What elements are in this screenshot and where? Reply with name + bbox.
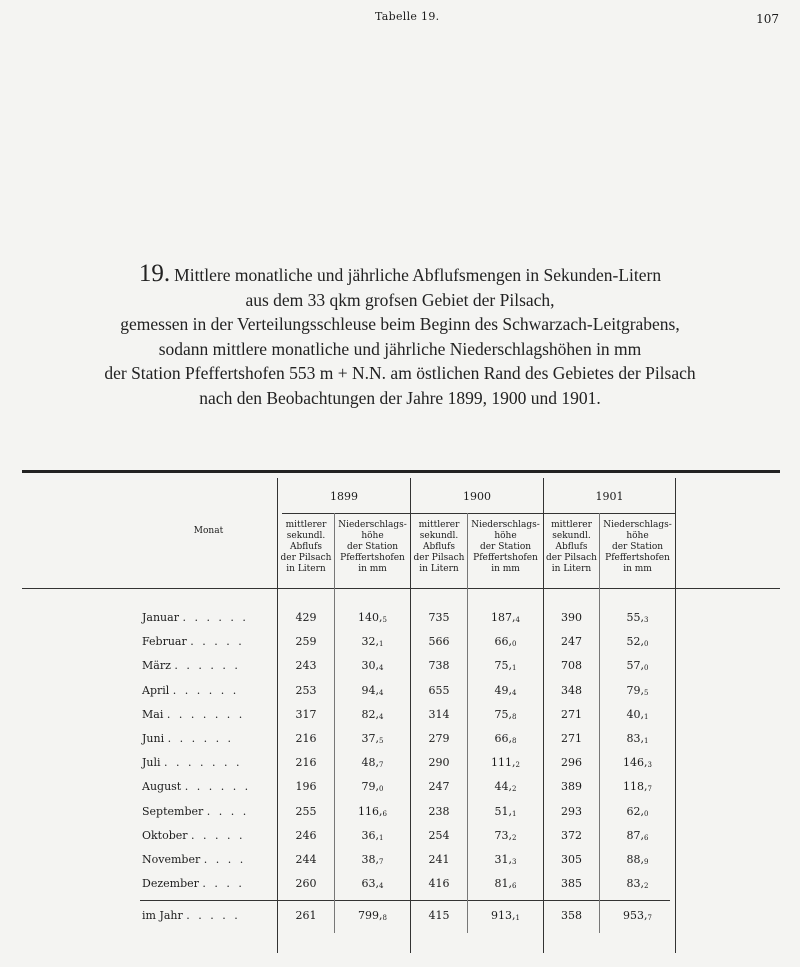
precipitation-value: $48,_7$ <box>361 756 384 770</box>
precipitation-value: $55,_3$ <box>626 611 649 624</box>
discharge-value: 348 <box>561 683 582 697</box>
month-label: im Jahr . . . . . <box>142 909 241 922</box>
precipitation-value: $79,_5$ <box>626 683 649 697</box>
discharge-value: 735 <box>428 611 450 624</box>
precipitation-value: $49,_4$ <box>494 683 517 697</box>
precipitation-value: $111,_2$ <box>491 756 520 770</box>
discharge-value: 261 <box>295 909 317 922</box>
subheader-discharge: mittlerer sekundl. Abflufs der Pilsach in Litern <box>546 520 597 574</box>
caption-number: 19. <box>138 260 171 287</box>
table-row <box>0 611 800 635</box>
discharge-value: 247 <box>428 780 450 794</box>
table-caption <box>20 262 780 410</box>
precipitation-value: $63,_4$ <box>361 877 384 891</box>
discharge-value: 216 <box>295 756 317 770</box>
caption-line-1: 19. Mittlere monatliche und jährliche Abflufsmengen in Sekunden-Litern <box>138 260 662 287</box>
caption-line-3: gemessen in der Verteilungsschleuse beim Beginn des Schwarzach-Leitgrabens, <box>120 314 680 334</box>
caption-line-4: sodann mittlere monatliche und jährliche Niederschlagshöhen in mm <box>158 338 642 359</box>
table-row <box>0 732 800 756</box>
precipitation-value: $37,_5$ <box>361 732 384 745</box>
month-label: Januar . . . . . . <box>142 611 249 624</box>
precipitation-value: $82,_4$ <box>361 707 384 721</box>
discharge-value: 216 <box>295 732 317 745</box>
discharge-value: 243 <box>295 659 317 673</box>
month-label: Juni . . . . . . <box>142 732 234 745</box>
caption-line-5: der Station Pfeffertshofen 553 m + N.N. am östlichen Rand des Gebietes der Pilsach <box>104 363 696 383</box>
discharge-value: 293 <box>561 804 582 818</box>
month-label: April . . . . . . <box>142 683 239 697</box>
precipitation-value: $36,_1$ <box>361 828 384 842</box>
header-bottom-rule <box>22 588 780 589</box>
precipitation-value: $81,_6$ <box>494 877 517 891</box>
total-row <box>0 909 800 933</box>
year-header-1900: 1900 <box>463 490 491 503</box>
precipitation-value: $913,_1$ <box>491 909 520 922</box>
month-label: Dezember . . . . <box>142 877 245 891</box>
precipitation-value: $66,_8$ <box>494 732 517 745</box>
discharge-value: 290 <box>428 756 450 770</box>
month-label: Oktober . . . . . <box>142 828 246 842</box>
precipitation-value: $52,_0$ <box>626 635 649 649</box>
precipitation-value: $83,_2$ <box>626 877 649 891</box>
table-row <box>0 635 800 659</box>
precipitation-value: $66,_0$ <box>494 635 517 649</box>
month-header: Monat <box>193 526 224 536</box>
precipitation-value: $30,_4$ <box>361 659 384 673</box>
precipitation-value: $118,_7$ <box>623 780 652 794</box>
discharge-value: 429 <box>295 611 317 624</box>
precipitation-value: $953,_7$ <box>623 909 652 922</box>
subheader-discharge: mittlerer sekundl. Abflufs der Pilsach in Litern <box>413 520 465 574</box>
month-label: November . . . . <box>142 853 246 866</box>
discharge-value: 358 <box>561 909 582 922</box>
precipitation-value: $83,_1$ <box>626 732 649 745</box>
discharge-value: 259 <box>295 635 317 649</box>
discharge-value: 314 <box>428 707 450 721</box>
discharge-value: 254 <box>428 828 450 842</box>
precipitation-value: $88,_9$ <box>626 853 649 866</box>
precipitation-value: $75,_1$ <box>494 659 517 673</box>
table-row <box>0 805 800 829</box>
discharge-value: 415 <box>428 909 450 922</box>
discharge-value: 196 <box>295 780 317 794</box>
precipitation-value: $44,_2$ <box>494 780 517 794</box>
table-row <box>0 708 800 732</box>
discharge-value: 246 <box>295 828 317 842</box>
precipitation-value: $87,_6$ <box>626 828 649 842</box>
table-row <box>0 853 800 877</box>
month-label: März . . . . . . <box>142 659 241 673</box>
table-top-rule <box>22 470 780 473</box>
discharge-value: 305 <box>561 853 582 866</box>
table-row <box>0 877 800 901</box>
discharge-value: 416 <box>428 877 450 891</box>
discharge-value: 271 <box>561 732 582 745</box>
caption-line-2: aus dem 33 qkm grofsen Gebiet der Pilsach, <box>245 289 555 310</box>
year-header-1901: 1901 <box>595 490 624 503</box>
month-label: Februar . . . . . <box>142 635 245 649</box>
discharge-value: 296 <box>561 756 582 770</box>
precipitation-value: $75,_8$ <box>494 707 517 721</box>
table-row <box>0 780 800 804</box>
discharge-value: 566 <box>428 635 450 649</box>
subheader-precipitation: Niederschlags- höhe der Station Pfeffertshofen in mm <box>338 520 407 574</box>
precipitation-value: $799,_8$ <box>358 909 387 922</box>
discharge-value: 389 <box>561 780 582 794</box>
discharge-value: 738 <box>428 659 450 673</box>
discharge-value: 655 <box>428 683 450 697</box>
subheader-discharge: mittlerer sekundl. Abflufs der Pilsach in Litern <box>280 520 332 574</box>
discharge-value: 241 <box>428 853 450 866</box>
year-header-rule <box>282 513 676 514</box>
discharge-value: 317 <box>295 707 317 721</box>
precipitation-value: $40,_1$ <box>626 707 649 721</box>
table-row <box>0 829 800 853</box>
precipitation-value: $38,_7$ <box>361 853 384 866</box>
month-label: September . . . . <box>142 804 249 818</box>
precipitation-value: $32,_1$ <box>361 635 384 649</box>
table-row <box>0 659 800 683</box>
discharge-value: 390 <box>561 611 582 624</box>
discharge-value: 244 <box>295 853 317 866</box>
precipitation-value: $62,_0$ <box>626 804 649 818</box>
precipitation-value: $79,_0$ <box>361 780 384 794</box>
discharge-value: 238 <box>428 804 450 818</box>
table-row <box>0 756 800 780</box>
discharge-value: 247 <box>561 635 582 649</box>
discharge-value: 385 <box>561 877 582 891</box>
table-label: Tabelle 19. <box>375 10 440 23</box>
discharge-value: 253 <box>295 683 317 697</box>
month-label: Mai . . . . . . . <box>142 707 245 721</box>
precipitation-value: $94,_4$ <box>361 683 384 697</box>
discharge-value: 708 <box>561 659 582 673</box>
table-row <box>0 684 800 708</box>
running-head <box>0 8 800 28</box>
year-header-1899: 1899 <box>330 490 358 503</box>
precipitation-value: $51,_1$ <box>494 804 517 818</box>
precipitation-value: $187,_4$ <box>491 611 520 624</box>
discharge-value: 260 <box>295 877 317 891</box>
subheader-precipitation: Niederschlags- höhe der Station Pfeffertshofen in mm <box>471 520 540 574</box>
subheader-precipitation: Niederschlags- höhe der Station Pfeffertshofen in mm <box>603 520 672 574</box>
precipitation-value: $146,_3$ <box>623 756 652 770</box>
precipitation-value: $31,_3$ <box>494 853 517 866</box>
page-number: 107 <box>756 12 779 26</box>
discharge-value: 271 <box>561 707 582 721</box>
precipitation-value: $57,_0$ <box>626 659 649 673</box>
month-label: August . . . . . . <box>142 780 251 794</box>
discharge-value: 372 <box>561 828 582 842</box>
caption-line-6: nach den Beobachtungen der Jahre 1899, 1900 und 1901. <box>199 387 601 408</box>
precipitation-value: $116,_6$ <box>358 804 387 818</box>
discharge-value: 255 <box>295 804 317 818</box>
discharge-value: 279 <box>428 732 450 745</box>
month-label: Juli . . . . . . . <box>142 756 242 770</box>
precipitation-value: $73,_2$ <box>494 828 517 842</box>
precipitation-value: $140,_5$ <box>358 611 387 624</box>
